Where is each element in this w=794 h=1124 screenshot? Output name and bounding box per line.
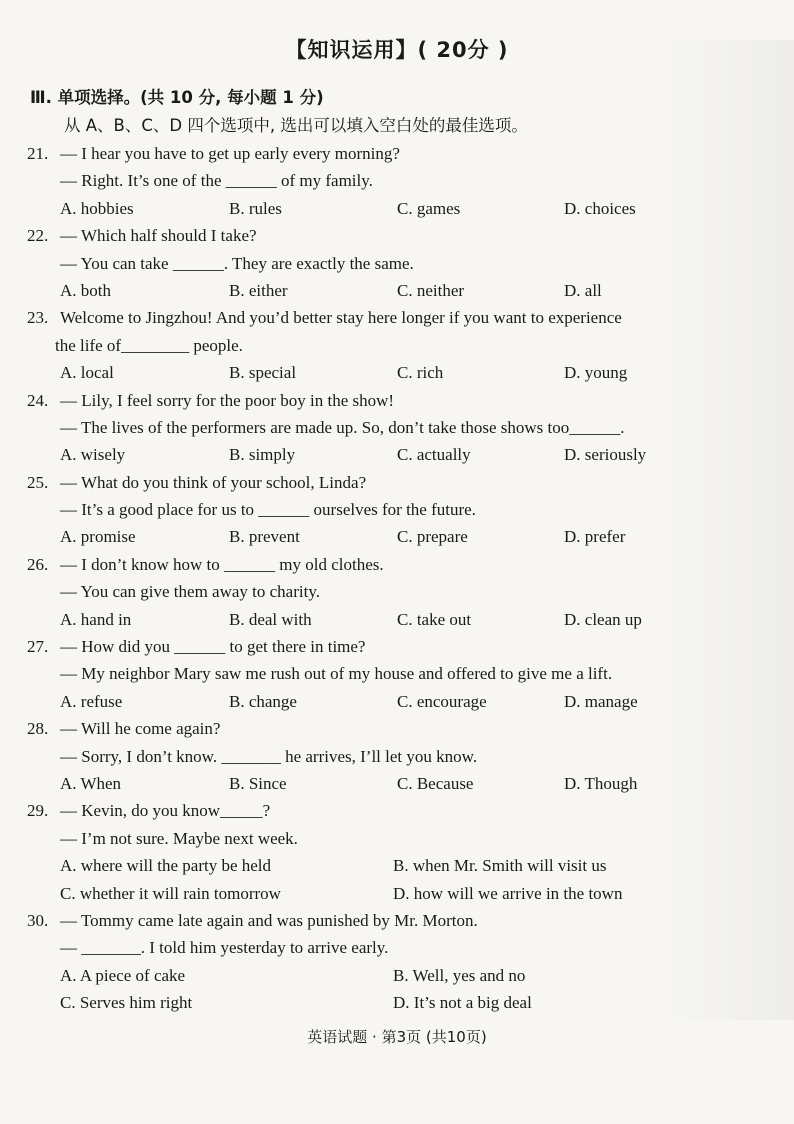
option-b[interactable]: B. deal with (229, 609, 312, 629)
question-number: 28. (27, 719, 49, 739)
stem-text: — What do you think of your school, Linda? (60, 472, 367, 492)
question-text (60, 304, 622, 331)
stem-text: — I hear you have to get up early every morning? (60, 144, 400, 163)
question-text (60, 469, 366, 496)
stem-text: — I’m not sure. Maybe next week. (60, 828, 298, 848)
question-text (60, 743, 477, 770)
page-footer: 英语试题 · 第3页 (共10页) (307, 1028, 487, 1046)
option-c[interactable]: C. games (397, 198, 461, 218)
question-text (60, 250, 414, 277)
question-text (60, 797, 270, 824)
options-row (0, 606, 794, 633)
section-title: 【知识运用】( 20分 ) (285, 38, 509, 62)
option-d[interactable]: D. Though (564, 773, 638, 793)
stem-text: . I told him yesterday to arrive early. (140, 938, 389, 958)
stem-text: — The lives of the performers are made up. So, don’t take those shows too (60, 417, 570, 437)
option-b[interactable]: B. rules (229, 198, 282, 218)
stem-text: of my family. (276, 171, 373, 191)
option-c[interactable]: C. whether it will rain tomorrow (60, 883, 281, 903)
question-item (0, 633, 794, 715)
question-number: 22. (27, 226, 49, 246)
stem-text: the life of (55, 335, 122, 355)
question-line (0, 633, 794, 660)
question-line (0, 304, 794, 331)
answer-blank[interactable]: _____ (220, 801, 263, 821)
answer-blank[interactable]: _______ (81, 938, 141, 958)
options-row (0, 523, 794, 550)
options-row (0, 441, 794, 468)
answer-blank[interactable]: ______ (225, 171, 277, 191)
question-line (0, 907, 794, 934)
option-b[interactable]: B. either (229, 280, 288, 300)
stem-text: — Lily, I feel sorry for the poor boy in the show! (60, 390, 395, 410)
options-row (0, 880, 794, 907)
stem-text: Welcome to Jingzhou! And you’d better stay here longer if you want to experience (60, 308, 622, 328)
question-line (0, 167, 794, 194)
question-text (60, 222, 257, 249)
question-item (0, 797, 794, 907)
stem-text: to get there in time? (225, 637, 366, 657)
question-line (0, 825, 794, 852)
question-text (60, 414, 625, 441)
question-item (0, 304, 794, 386)
option-a[interactable]: A. A piece of cake (60, 965, 186, 985)
option-b[interactable]: B. simply (229, 445, 296, 465)
option-c[interactable]: C. actually (397, 445, 471, 465)
question-number: 21. (27, 144, 49, 163)
options-row (0, 989, 794, 1016)
option-c[interactable]: C. prepare (397, 527, 468, 547)
stem-text: my old clothes. (275, 554, 384, 574)
question-line (0, 743, 794, 770)
instructions: 从 A、B、C、D 四个选项中, 选出可以填入空白处的最佳选项。 (64, 116, 528, 135)
option-d[interactable]: D. manage (564, 691, 638, 711)
stem-text: . (620, 417, 625, 437)
stem-text: ourselves for the future. (309, 500, 476, 520)
question-line (0, 551, 794, 578)
question-text (60, 140, 400, 167)
option-a[interactable]: A. refuse (60, 691, 123, 711)
question-line (0, 934, 794, 961)
stem-text: — I don’t know how to (60, 554, 225, 574)
question-number: 26. (27, 554, 49, 574)
stem-text: he arrives, I’ll let you know. (280, 746, 478, 766)
option-b[interactable]: B. Well, yes and no (393, 965, 526, 985)
question-line (0, 222, 794, 249)
options-row (0, 770, 794, 797)
stem-text: — Will he come again? (60, 719, 221, 739)
question-item (0, 387, 794, 469)
question-line (0, 660, 794, 687)
question-line (0, 496, 794, 523)
option-a[interactable]: A. hand in (60, 609, 132, 629)
option-b[interactable]: B. prevent (229, 527, 300, 547)
answer-blank[interactable]: ______ (174, 637, 226, 657)
answer-blank[interactable]: ______ (569, 417, 621, 437)
question-item (0, 222, 794, 304)
options-row (0, 195, 794, 222)
question-item (0, 907, 794, 1017)
options-row (0, 359, 794, 386)
option-c[interactable]: C. encourage (397, 691, 487, 711)
option-a[interactable]: A. When (60, 773, 122, 793)
question-item (0, 469, 794, 551)
options-row (0, 852, 794, 879)
question-line (0, 140, 794, 167)
question-number: 23. (27, 308, 49, 328)
option-d[interactable]: D. clean up (564, 609, 642, 629)
stem-text: — Kevin, do you know (60, 801, 221, 821)
answer-blank[interactable]: _______ (221, 746, 281, 766)
question-number: 27. (27, 637, 49, 657)
question-text (60, 167, 373, 194)
stem-text: — How did you (60, 637, 175, 657)
option-a[interactable]: A. promise (60, 527, 136, 547)
option-a[interactable]: A. both (60, 280, 111, 300)
stem-text: — (60, 938, 82, 958)
answer-blank[interactable]: ______ (224, 554, 276, 574)
option-a[interactable]: A. local (60, 363, 114, 383)
options-row (0, 962, 794, 989)
part-heading: Ⅲ. 单项选择。(共 10 分, 每小题 1 分) (30, 88, 324, 107)
option-a[interactable]: A. where will the party be held (60, 856, 272, 876)
option-c[interactable]: C. rich (397, 363, 444, 383)
question-number: 25. (27, 472, 49, 492)
option-c[interactable]: C. neither (397, 280, 465, 300)
option-d[interactable]: D. It’s not a big deal (393, 993, 532, 1013)
option-d[interactable]: D. prefer (564, 527, 626, 547)
option-c[interactable]: C. take out (397, 609, 472, 629)
option-a[interactable]: A. wisely (60, 445, 126, 465)
question-text (60, 907, 478, 934)
options-row (0, 688, 794, 715)
question-text (60, 387, 394, 414)
options-row (0, 277, 794, 304)
option-b[interactable]: B. Since (229, 773, 287, 793)
question-number: 30. (27, 910, 49, 930)
question-text (60, 660, 612, 687)
stem-text: — You can give them away to charity. (60, 582, 320, 602)
question-item (0, 140, 794, 222)
answer-blank[interactable]: ______ (172, 253, 224, 273)
option-b[interactable]: B. special (229, 363, 297, 383)
stem-text: people. (189, 335, 243, 355)
option-b[interactable]: B. change (229, 691, 297, 711)
stem-text: ? (262, 801, 271, 821)
option-d[interactable]: D. young (564, 363, 628, 383)
question-item (0, 551, 794, 633)
stem-text: — Which half should I take? (60, 226, 257, 246)
question-item (0, 715, 794, 797)
question-line (0, 578, 794, 605)
stem-text: . They are exactly the same. (223, 253, 414, 273)
stem-text: — You can take (60, 253, 173, 273)
question-number: 24. (27, 390, 49, 410)
question-number: 29. (27, 801, 49, 821)
option-b[interactable]: B. when Mr. Smith will visit us (393, 856, 607, 876)
stem-text: — Tommy came late again and was punished by Mr. Morton. (60, 910, 478, 930)
question-text (60, 578, 320, 605)
option-a[interactable]: A. hobbies (60, 198, 134, 218)
question-line (0, 715, 794, 742)
question-line (0, 332, 794, 359)
question-text (60, 496, 476, 523)
answer-blank[interactable]: ______ (258, 500, 310, 520)
question-text (60, 825, 298, 852)
option-c[interactable]: C. Serves him right (60, 993, 193, 1013)
question-line (0, 469, 794, 496)
stem-text: — My neighbor Mary saw me rush out of my house and offered to give me a lift. (60, 664, 613, 684)
answer-blank[interactable]: ________ (121, 335, 190, 355)
question-text (55, 332, 243, 359)
question-list (0, 140, 794, 1017)
question-line (0, 250, 794, 277)
question-text (60, 633, 365, 660)
stem-text: — It’s a good place for us to (60, 500, 259, 520)
stem-text: — Sorry, I don’t know. (60, 746, 222, 766)
question-text (60, 715, 220, 742)
question-text (60, 934, 388, 961)
question-line (0, 797, 794, 824)
stem-text: — Right. It’s one of the (60, 171, 226, 191)
question-line (0, 414, 794, 441)
option-d[interactable]: D. choices (564, 198, 636, 218)
option-c[interactable]: C. Because (397, 773, 474, 793)
option-d[interactable]: D. how will we arrive in the town (393, 883, 623, 903)
option-d[interactable]: D. seriously (564, 445, 647, 465)
question-text (60, 551, 384, 578)
question-line (0, 387, 794, 414)
option-d[interactable]: D. all (564, 280, 602, 300)
